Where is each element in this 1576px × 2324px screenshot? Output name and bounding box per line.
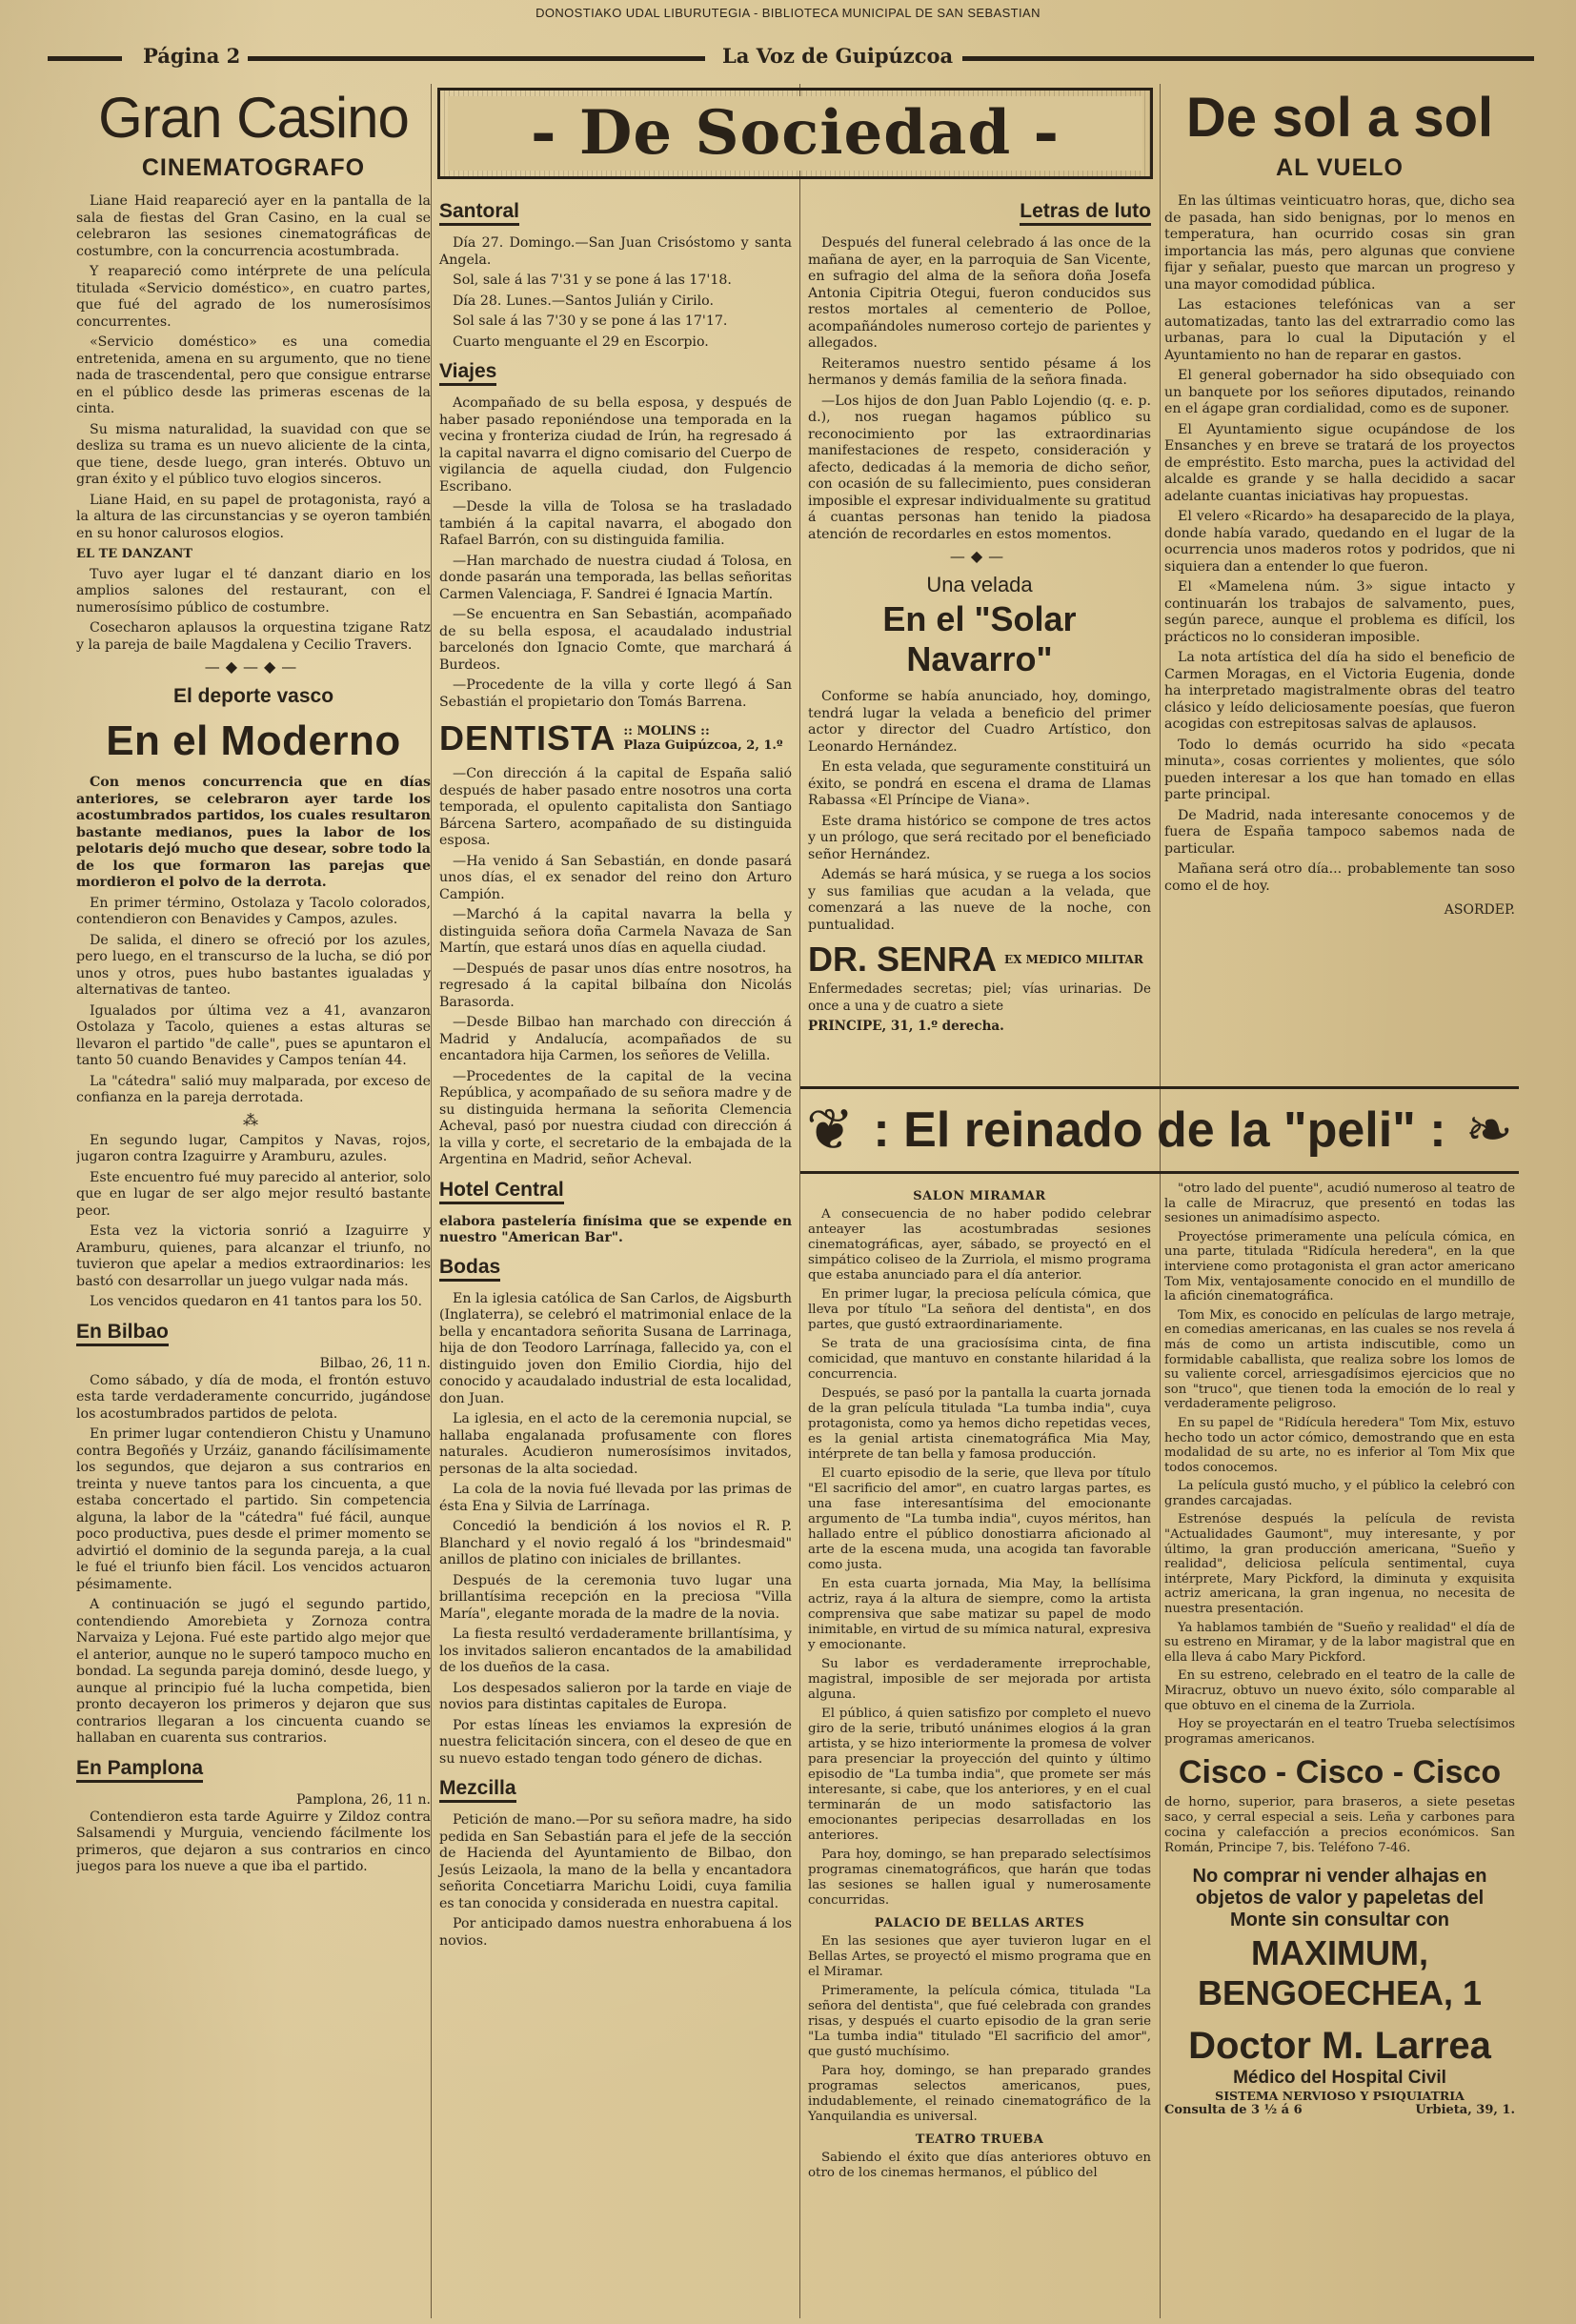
running-head bbox=[48, 44, 1534, 72]
head-rule-mid bbox=[248, 56, 705, 61]
column-peli-1 bbox=[800, 1182, 1159, 2315]
article-paragraph: Para hoy, domingo, se han preparado selectísimos programas cinematográficos, que harán que todas las sesiones se hallen igual y numerosamente concurridas. bbox=[808, 1848, 1151, 1908]
bilbao-heading: En Bilbao bbox=[76, 1321, 431, 1348]
ornament-divider: —◆— bbox=[949, 547, 1010, 565]
article-paragraph: —Con dirección á la capital de España salió después de haber pasado entre nosotros una corta temporada, el opulento capitalista don Santiago Bárcena Sartero, acompañado de su distinguida esposa. bbox=[439, 766, 792, 848]
article-paragraph: —Han marchado de nuestra ciudad á Tolosa, en donde pasarán una temporada, las bellas señoritas Carmen Valenciaga, F. Sandrei é Ignacia Martín. bbox=[439, 553, 792, 602]
maximum-ad-line: objetos de valor y papeletas del bbox=[1195, 1888, 1485, 1910]
palacio-heading: PALACIO DE BELLAS ARTES bbox=[874, 1916, 1085, 1930]
article-paragraph: Liane Haid reapareció ayer en la pantalla de la sala de fiestas del Gran Casino, en la cual se celebraron las sesiones cinematográficas de costumbre, con la concurrencia acostumbrada. bbox=[76, 193, 431, 259]
article-paragraph: Ya hablamos también de "Sueño y realidad" el día de su estreno en Miramar, y de la labor magistral que en ella lleva á cabo Mary Pickford. bbox=[1164, 1620, 1515, 1665]
article-paragraph: De salida, el dinero se ofreció por los azules, pero luego, en el transcurso de la lucha, se dió por unos y otros, pues hubo bastantes igualadas y alternativas de tanteo. bbox=[76, 932, 431, 998]
article-paragraph: Su labor es verdaderamente irreprochable, magistral, imposible de ser mejorada por artista alguna. bbox=[808, 1657, 1151, 1702]
larrea-hours: Consulta de 3 ½ á 6 bbox=[1164, 2103, 1303, 2118]
pamplona-dateline: Pamplona, 26, 11 n. bbox=[296, 1791, 431, 1808]
gran-casino-title: Gran Casino bbox=[98, 88, 409, 150]
maximum-ad-name: MAXIMUM, BENGOECHEA, 1 bbox=[1197, 1933, 1483, 2013]
velada-headline: En el "Solar Navarro" bbox=[882, 599, 1077, 678]
article-paragraph: Por estas líneas les enviamos la expresión de nuestra felicitación sincera, con el deseo de que en su nuevo estado tengan todo género de dichas. bbox=[439, 1717, 792, 1767]
de-sociedad-title: - De Sociedad - bbox=[448, 96, 1142, 171]
article-paragraph: Concedió la bendición á los novios el R. P. Blanchard y el novio regaló á los "brindesmaid" anillos de platino con iniciales de brillantes. bbox=[439, 1519, 792, 1567]
column-sociedad-1 bbox=[432, 200, 799, 2317]
article-paragraph: Después de la ceremonia tuvo lugar una brillantísima recepción en la preciosa "Villa María", elegante morada de la madre de la novia. bbox=[439, 1572, 792, 1622]
column-sociedad-2 bbox=[800, 200, 1159, 1081]
article-paragraph: En esta velada, que seguramente constituirá un éxito, se pondrá en escena el drama de Llamas Rabassa «El Príncipe de Viana». bbox=[808, 759, 1151, 808]
article-paragraph: Hoy se proyectarán en el teatro Trueba selectísimos programas americanos. bbox=[1164, 1717, 1515, 1747]
peli-title: : El reinado de la "peli" : bbox=[873, 1102, 1446, 1158]
article-paragraph: A consecuencia de no haber podido celebrar anteayer las acostumbradas sesiones cinematográficas, ayer, sábado, se proyectó en el simpático coliseo de la Zurriola, el mismo programa que estaba anunciado para el día anterior. bbox=[808, 1207, 1151, 1283]
head-rule-left bbox=[48, 56, 122, 61]
sol-title: De sol a sol bbox=[1185, 88, 1494, 149]
article-paragraph: Tuvo ayer lugar el té danzant diario en los amplios salones del restaurant, con el numerosísimo público de costumbre. bbox=[76, 566, 431, 616]
article-paragraph: "otro lado del puente", acudió numeroso al teatro de la calle de Miracruz, que presentó en todas las sesiones un animadísimo aspecto. bbox=[1164, 1182, 1515, 1226]
article-paragraph: Mañana será otro día... probablemente tan soso como el de hoy. bbox=[1164, 861, 1515, 894]
article-paragraph: El público, á quien satisfizo por completo el nuevo giro de la serie, tributó unánimes elogios á la gran artista, y se hizo interiormente la promesa de volver para presenciar la proyección del quinto y último episodio de "La tumba india", que promete ser más interesante, si cabe, que los anteriores, y en el cual terminarán de un modo satisfactorio las emocionantes peripecias desarrolladas en los anteriores. bbox=[808, 1707, 1151, 1843]
article-paragraph: En su papel de "Ridícula heredera" Tom Mix, estuvo hecho todo un actor cómico, demostrando que en esta modalidad de su arte, no es inferior al Tom Mix que todos conocemos. bbox=[1164, 1415, 1515, 1475]
gran-casino-subtitle: CINEMATOGRAFO bbox=[141, 154, 366, 181]
article-paragraph: —Ha venido á San Sebastián, en donde pasará unos días, el ex senador del reino don Arturo Campión. bbox=[439, 853, 792, 902]
article-paragraph: Petición de mano.—Por su señora madre, ha sido pedida en San Sebastián para el jefe de la sección de Hacienda del Ayuntamiento de Bilbao, don Jesús Leizaola, la mano de la bella y encantadora señorita Concetiarra Marichu Loidi, cuya familia es tan conocida y considerada en nuestra capital. bbox=[439, 1812, 792, 1911]
senra-address: PRINCIPE, 31, 1.º derecha. bbox=[808, 1019, 1004, 1034]
article-paragraph: Cosecharon aplausos la orquestina tzigane Ratz y la pareja de baile Magdalena y Cecilio Travers. bbox=[76, 620, 431, 653]
article-paragraph: En esta cuarta jornada, Mia May, la bellísima actriz, raya á la altura de siempre, como la artista comprensiva que sabe matizar su papel de modo inimitable, en virtud de su mímica natural, expresiva y emocionante. bbox=[808, 1577, 1151, 1652]
paper-name: La Voz de Guipúzcoa bbox=[722, 44, 954, 68]
de-sociedad-banner bbox=[437, 88, 1153, 179]
article-paragraph: Tom Mix, es conocido en películas de largo metraje, en comedias americanas, en las cuales se nos revela á más de como un artista indiscutible, como un formidable caballista, que realiza sobre los lomos de su valiente corcel, arriesgadísimos ejercicios que no son "truco", que tienen toda la emoción de lo real y verdaderamente peligroso. bbox=[1164, 1307, 1515, 1412]
article-paragraph: Conforme se había anunciado, hoy, domingo, tendrá lugar la velada a beneficio del primer actor y director del Cuadro Artístico, don Leonardo Hernández. bbox=[808, 689, 1151, 755]
bilbao-dateline: Bilbao, 26, 11 n. bbox=[319, 1355, 431, 1371]
article-paragraph: Los vencidos quedaron en 41 tantos para los 50. bbox=[90, 1294, 422, 1309]
article-paragraph: —Los hijos de don Juan Pablo Lojendio (q. e. p. d.), nos ruegan hagamos público su reconocimiento por las extraordinarias manifestaciones de respeto, consideración y afecto, dedicadas á la memoria de dicho señor, con ocasión de su fallecimiento, pues consideran imposible el expresar individualmente su gratitud á cuantas personas han tenido la piadosa atención de recordarles en estos momentos. bbox=[808, 393, 1151, 542]
article-paragraph: Sabiendo el éxito que días anteriores obtuvo en otro de los cinemas hermanos, el público del bbox=[808, 2151, 1151, 2180]
cisco-ad-title: Cisco - Cisco - Cisco bbox=[1178, 1754, 1502, 1791]
hotel-central-text: elabora pastelería finísima que se expende en nuestro "American Bar". bbox=[439, 1213, 792, 1245]
sol-signature: ASORDEP. bbox=[1444, 902, 1515, 918]
article-paragraph: —Procedentes de la capital de la vecina República, y acompañado de su señora madre y de su distinguida hermana la señorita Clemencia Acheval, pasó por nuestra ciudad con dirección á la villa y corte, el secretario de la embajada de la Argentina en Madrid, señor Acheval. bbox=[439, 1068, 792, 1167]
article-paragraph: Igualados por última vez a 41, avanzaron Ostolaza y Tacolo, quienes a estas alturas se llevaron el partido "de calle", pues se apuntaron el tanto 50 cuando Benavides y Campos tenían 44. bbox=[76, 1002, 431, 1068]
article-paragraph: Estrenóse después la película de revista "Actualidades Gaumont", muy interesante, y por último, la gran producción americana, "Sueño y realidad", deliciosa película sentimental, cuya intérprete, Mary Pickford, la diminuta y exquisita actriz americana, la gran ingenua, no necesita de nuestra presentación. bbox=[1164, 1512, 1515, 1617]
article-paragraph: Para hoy, domingo, se han preparado grandes programas selectos americanos, pues, indudablemente, el reinado cinematográfico de la Yanquilandia es universal. bbox=[808, 2064, 1151, 2124]
dentista-details: :: MOLINS :: Plaza Guipúzcoa, 2, 1.º bbox=[623, 724, 783, 753]
larrea-ad-footer bbox=[1164, 2103, 1515, 2117]
article-paragraph: El Ayuntamiento sigue ocupándose de los Ensanches y en breve se tratará de los proyectos de empréstito. Esto marcha, pues la actividad del alcalde es grande y se halla decidido a sacar adelante cuantas iniciativas hay propuestas. bbox=[1164, 421, 1515, 504]
article-paragraph: El velero «Ricardo» ha desaparecido de la playa, donde había varado, quedando en el lugar de la ocurrencia unos maderos rotos y podridos, que ni siquiera dan a entender lo que fueron. bbox=[1164, 509, 1515, 575]
article-paragraph: —Desde la villa de Tolosa se ha trasladado también á la capital navarra, el abogado don Rafael Barrón, con su distinguida familia. bbox=[439, 499, 792, 548]
article-paragraph: Liane Haid, en su papel de protagonista, rayó a la altura de las circunstancias y se oyeron también en su honor calurosos elogios. bbox=[76, 492, 431, 541]
article-paragraph: En las sesiones que ayer tuvieron lugar en el Bellas Artes, se proyectó el mismo programa que en el Miramar. bbox=[808, 1934, 1151, 1979]
larrea-ad-title: Doctor M. Larrea bbox=[1188, 2025, 1491, 2068]
article-paragraph: Acompañado de su bella esposa, y después de haber pasado reponiéndose una temporada en la vecina y fronteriza ciudad de Irún, ha regresado á la capital navarra el digno comisario del Cuerpo de vigilancia de aquella ciudad, don Fulgencio Escribano. bbox=[439, 395, 792, 495]
de-sociedad-banner-wrap bbox=[432, 88, 1159, 187]
senra-text: Enfermedades secretas; piel; vías urinarias. De once a una y de cuatro a siete bbox=[808, 981, 1151, 1014]
maximum-ad-line: No comprar ni vender alhajas en bbox=[1192, 1866, 1487, 1888]
article-paragraph: Después, se pasó por la pantalla la cuarta jornada de la gran película titulada "La tumba india", cuya protagonista, como ya hemos dicho repetidas veces, es la genial artista cinematográfica Mia May, intérprete de tan bella y famosa producción. bbox=[808, 1386, 1151, 1462]
bodas-heading: Bodas bbox=[439, 1256, 792, 1283]
article-paragraph: El «Mamelena núm. 3» sigue intacto y continuarán los trabajos de salvamento, pues, según parece, aunque el problema es difícil, los prácticos no lo consideran imposible. bbox=[1164, 579, 1515, 645]
scroll-ornament-icon: ❦ bbox=[806, 1098, 855, 1162]
article-paragraph: Como sábado, y día de moda, el frontón estuvo esta tarde verdaderamente concurrido, jugándose los acostumbrados partidos de pelota. bbox=[76, 1372, 431, 1422]
archive-header: DONOSTIAKO UDAL LIBURUTEGIA - BIBLIOTECA MUNICIPAL DE SAN SEBASTIAN bbox=[535, 6, 1041, 20]
deporte-headline: En el Moderno bbox=[106, 717, 401, 764]
article-paragraph: Día 27. Domingo.—San Juan Crisóstomo y santa Angela. bbox=[439, 235, 792, 268]
article-paragraph: Día 28. Lunes.—Santos Julián y Cirilo. bbox=[453, 293, 714, 309]
pamplona-heading: En Pamplona bbox=[76, 1757, 431, 1785]
article-paragraph: «Servicio doméstico» es una comedia entretenida, amena en su argumento, que no tiene nada de trascendental, pero que consigue entrarse en el público desde las primeras escenas de la cinta. bbox=[76, 334, 431, 416]
article-paragraph: La "cátedra" salió muy malparada, por exceso de confianza en la pareja derrotada. bbox=[76, 1073, 431, 1105]
trueba-heading: TEATRO TRUEBA bbox=[915, 2132, 1044, 2147]
article-paragraph: Este drama histórico se compone de tres actos y un prólogo, que será recitado por el beneficiado señor Hernández. bbox=[808, 813, 1151, 862]
cisco-ad-text: de horno, superior, para braseros, a siete pesetas saco, y cerral especial a seis. Leña y carbones para cocina y calefacción a precios económicos. San Román, Principe 7, bis. Teléfono 7-46. bbox=[1164, 1795, 1515, 1856]
article-paragraph: —Procedente de la villa y corte llegó á San Sebastián el propietario don Tomás Barrena. bbox=[439, 677, 792, 710]
article-paragraph: —Desde Bilbao han marchado con dirección á Madrid y Andalucía, acompañados de su encantadora hija Carmen, los señores de Velilla. bbox=[439, 1015, 792, 1063]
article-paragraph: —Después de pasar unos días entre nosotros, ha regresado á la capital bilbaína don Nicolás Barasorda. bbox=[439, 960, 792, 1010]
article-paragraph: En las últimas veinticuatro horas, que, dicho sea de pasada, han sido benignas, por lo menos en temperatura, han ocurrido cosas sin gran importancia las más, pero algunas que conviene fijar y señalar, puesto que marcan un progreso y una mayor comodidad pública. bbox=[1164, 193, 1515, 293]
senra-title: DR. SENRA bbox=[808, 940, 998, 979]
article-paragraph: Reiteramos nuestro sentido pésame á los hermanos y demás familia de la señora finada. bbox=[808, 355, 1151, 388]
sol-subtitle: AL VUELO bbox=[1276, 154, 1404, 181]
asterism: ⁂ bbox=[243, 1110, 264, 1129]
larrea-address: Urbieta, 39, 1. bbox=[1415, 2103, 1515, 2118]
article-paragraph: Cuarto menguante el 29 en Escorpio. bbox=[453, 333, 709, 350]
article-paragraph: Además se hará música, y se ruega a los socios y sus familias que acudan a la velada, que comenzará a las nueve de la noche, con puntualidad. bbox=[808, 867, 1151, 933]
article-paragraph: La fiesta resultó verdaderamente brillantísima, y los invitados salieron encantados de la amabilidad de los dueños de la casa. bbox=[439, 1627, 792, 1675]
senra-qualifier: EX MEDICO MILITAR bbox=[1004, 953, 1143, 966]
article-paragraph: Las estaciones telefónicas van a ser automatizadas, tanto las del extrarradio como las urbanas, para lo cual la Diputación y el Ayuntamiento no han de reparar en gastos. bbox=[1164, 297, 1515, 363]
larrea-ad-specialty: SISTEMA NERVIOSO Y PSIQUIATRIA bbox=[1215, 2089, 1465, 2104]
article-paragraph: En la iglesia católica de San Carlos, de Aigsburth (Inglaterra), se celebró el matrimonial enlace de la bella y encantadora señorita Susana de Larrinaga, hija de don Teodoro Larrínaga, fallecido ya, con el distinguido joven don Emilio Ciordia, hijo del conocido y acaudalado industrial de esta localidad, don Juan. bbox=[439, 1290, 792, 1406]
viajes-heading: Viajes bbox=[439, 360, 792, 388]
mezcilla-heading: Mezcilla bbox=[439, 1777, 792, 1805]
senra-ad bbox=[808, 940, 1151, 980]
article-paragraph: Todo lo demás ocurrido ha sido «pecata minuta», cosas corrientes y molientes, que sólo pueden interesar a los que han tomado en ellas parte principal. bbox=[1164, 737, 1515, 802]
article-paragraph: —Marchó á la capital navarra la bella y distinguida señora doña Carmela Navaza de San Martín, que estará unos días en aquella ciudad. bbox=[439, 907, 792, 956]
article-paragraph: En su estreno, celebrado en el teatro de la calle de Miracruz, obtuvo un nuevo éxito, sólo comparable al que obtuvo en el cinema de la Zurriola. bbox=[1164, 1668, 1515, 1713]
column-de-sol-a-sol bbox=[1161, 88, 1519, 1079]
article-paragraph: Proyectóse primeramente una película cómica, en una parte, titulada "Ridícula heredera", en la que interviene como protagonista el gran actor americano Tom Mix, ventajosamente conocido en el mundillo de la afición cinematográfica. bbox=[1164, 1229, 1515, 1304]
maximum-ad-line: Monte sin consultar con bbox=[1229, 1910, 1450, 1931]
page-number: Página 2 bbox=[143, 44, 241, 68]
velada-heading: Una velada bbox=[926, 573, 1033, 596]
article-paragraph: Sol sale á las 7'30 y se pone á las 17'17. bbox=[453, 313, 728, 329]
article-paragraph: Esta vez la victoria sonrió a Izaguirre y Aramburu, quienes, para alcanzar el triunfo, no tuvieron que apelar a medios extraordinarios: les bastó con desarrollar un juego vulgar nada más. bbox=[76, 1223, 431, 1289]
article-paragraph: Los despesados salieron por la tarde en viaje de novios para distintas capitales de Europa. bbox=[439, 1680, 792, 1712]
larrea-ad-subtitle: Médico del Hospital Civil bbox=[1233, 2068, 1446, 2089]
column-gran-casino bbox=[76, 88, 431, 2317]
article-paragraph: Primeramente, la película cómica, titulada "La señora del dentista", que fué celebrada con grandes risas, y después el cuarto episodio de la gran serie "La tumba india" titulado "El sacrificio del amor", que gustó muchísimo. bbox=[808, 1984, 1151, 2059]
deporte-section-heading: El deporte vasco bbox=[172, 685, 334, 707]
column-peli-2 bbox=[1161, 1182, 1519, 2315]
article-paragraph: En segundo lugar, Campitos y Navas, rojos, jugaron contra Izaguirre y Aramburu, azules. bbox=[76, 1132, 431, 1164]
article-paragraph: Por anticipado damos nuestra enhorabuena á los novios. bbox=[439, 1916, 792, 1949]
article-paragraph: A continuación se jugó el segundo partido, contendiendo Amorebieta y Zornoza contra Narvaiza y Lejona. Fué este partido algo mejor que el anterior, aunque no le superó tampoco mucho en bondad. La segunda pareja dominó, desde luego, y aunque al principio fué la lucha competida, bien pronto decayeron los primeros y dejaron que sus contrarios llegaran a los cincuenta cuando se hallaban en cuarenta sus contrarios. bbox=[76, 1597, 431, 1746]
article-paragraph: —Se encuentra en San Sebastián, acompañado de su bella esposa, el acaudalado industrial barcelonés don Ignacio Comte, que marchará á Burdeos. bbox=[439, 607, 792, 673]
scroll-ornament-icon: ❧ bbox=[1465, 1098, 1513, 1162]
dentista-ad bbox=[439, 718, 792, 758]
article-paragraph: La película gustó mucho, y el público la celebró con grandes carcajadas. bbox=[1164, 1479, 1515, 1508]
article-paragraph: La iglesia, en el acto de la ceremonia nupcial, se hallaba engalanada profusamente con flores naturales. Acudieron numerosísimos invitados, personas de la alta sociedad. bbox=[439, 1411, 792, 1477]
ornament-divider: —◆—◆— bbox=[204, 657, 303, 676]
article-paragraph: De Madrid, nada interesante conocemos y de fuera de España tampoco sabemos nada de particular. bbox=[1164, 807, 1515, 857]
article-paragraph: La cola de la novia fué llevada por las primas de ésta Ena y Silvia de Larrínaga. bbox=[439, 1482, 792, 1514]
article-paragraph: El general gobernador ha sido obsequiado con un banquete por los señores diputados, reinando en el ágape gran cordialidad, como es de suponer. bbox=[1164, 368, 1515, 416]
miramar-heading: SALON MIRAMAR bbox=[913, 1189, 1046, 1203]
head-rule-right bbox=[962, 56, 1534, 61]
article-paragraph: En primer lugar, la preciosa película cómica, que lleva por título "La señora del dentista", en dos partes, que gustó extraordinariamente. bbox=[808, 1287, 1151, 1332]
article-paragraph: Contendieron esta tarde Aguirre y Zildoz contra Salsamendi y Murguia, venciendo fácilmente los primeros, que dejaron a sus contrarios en cinco juegos para los nueve a que iba el partido. bbox=[76, 1809, 431, 1874]
te-heading: EL TE DANZANT bbox=[76, 547, 193, 561]
article-paragraph: En primer lugar contendieron Chistu y Unamuno contra Begoñés y Urzáiz, ganando fácilísimamente los segundos, que dejaron a sus contrarios en treinta y nueve tantos para los cincuenta, a que estaba concertado el partido. Sin competencia alguna, la labor de la "cátedra" fué fácil, aunque poco productiva, pues desde el primer momento se advirtió el dominio de la segunda pareja, a la cual le fué el triunfo bien fácil. Los vencidos actuaron pésimamente. bbox=[76, 1426, 431, 1592]
hotel-central-heading: Hotel Central bbox=[439, 1179, 792, 1206]
santoral-heading: Santoral bbox=[439, 200, 792, 228]
article-paragraph: Se trata de una graciosísima cinta, de fina comicidad, que mantuvo en constante hilaridad á la concurrencia. bbox=[808, 1337, 1151, 1382]
article-paragraph: Y reapareció como intérprete de una película titulada «Servicio doméstico», en cuatro partes, que fué del agrado de los numerosísimos concurrentes. bbox=[76, 264, 431, 330]
article-paragraph: Este encuentro fué muy parecido al anterior, solo que en lugar de ser algo mejor resultó bastante peor. bbox=[76, 1169, 431, 1219]
dentista-title: DENTISTA bbox=[439, 718, 616, 758]
article-paragraph: Después del funeral celebrado á las once de la mañana de ayer, en la parroquia de San Vicente, en sufragio del alma de la señora doña Josefa Antonia Cipitria Otegui, fueron conducidos sus restos mortales al cementerio de Polloe, acompañándoles numeroso cortejo de parientes y allegados. bbox=[808, 235, 1151, 351]
article-paragraph: La nota artística del día ha sido el beneficio de Carmen Moragas, en el Victoria Eugenia, donde ha interpretado magistralmente obras del teatro clásico y leído deliciosamente poesías, que fueron acogidas con estrepitosas salvas de aplausos. bbox=[1164, 650, 1515, 732]
article-paragraph: Sol, sale á las 7'31 y se pone á las 17'18. bbox=[453, 273, 732, 288]
luto-heading: Letras de luto bbox=[808, 200, 1151, 228]
article-paragraph: Con menos concurrencia que en días anteriores, se celebraron ayer tarde los acostumbrados partidos, los cuales resultaron bastante medianos, pues la labor de los pelotaris dejó mucho que desear, sobre todo la de los que formaron las parejas que mordieron el polvo de la derrota. bbox=[76, 775, 431, 890]
peli-banner bbox=[800, 1086, 1519, 1174]
article-paragraph: En primer término, Ostolaza y Tacolo colorados, contendieron con Benavides y Campos, azules. bbox=[76, 895, 431, 927]
article-paragraph: Su misma naturalidad, la suavidad con que se desliza su trama es un nuevo aliciente de la cinta, que tiene, desde luego, gran interés. Obtuvo un gran éxito y el público tuvo elogios sinceros. bbox=[76, 421, 431, 487]
article-paragraph: El cuarto episodio de la serie, que lleva por título "El sacrificio del amor", en cuatro largas partes, es una fase interesantísima del emocionante argumento de "La tumba india", cuyos méritos, han hallado entre el público donostiarra aficionado al arte de la escena muda, una acogida tan favorable como justa. bbox=[808, 1466, 1151, 1572]
